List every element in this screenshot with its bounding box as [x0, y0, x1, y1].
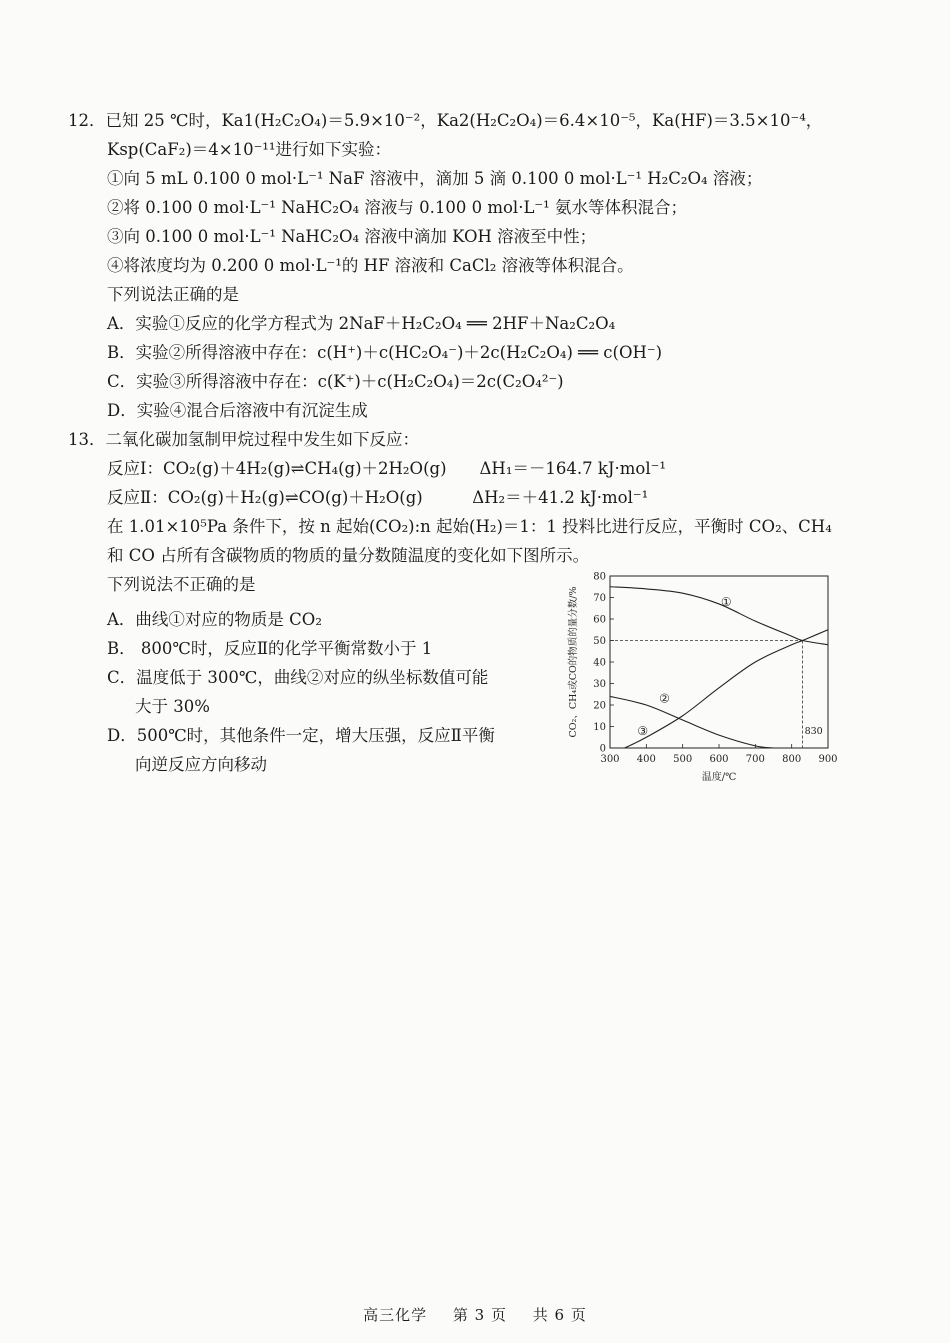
q12-experiment-2: ②将 0.100 0 mol·L⁻¹ NaHC₂O₄ 溶液与 0.100 0 mol·L⁻¹ 氨水等体积混合； — [107, 198, 687, 217]
series-label-1: ① — [720, 594, 732, 609]
q12-option-a: A．实验①反应的化学方程式为 2NaF＋H₂C₂O₄ ══ 2HF＋Na₂C₂O₄ — [107, 314, 616, 333]
q13-stem-line-1: 13．二氧化碳加氢制甲烷过程中发生如下反应： — [68, 430, 419, 449]
series-label-3: ③ — [637, 723, 649, 738]
q12-option-c: C．实验③所得溶液中存在：c(K⁺)＋c(H₂C₂O₄)＝2c(C₂O₄²⁻) — [107, 372, 564, 391]
footer-total-pages: 共 6 页 — [532, 1306, 587, 1324]
q12-option-b: B．实验②所得溶液中存在：c(H⁺)＋c(HC₂O₄⁻)＋2c(H₂C₂O₄) ══ c(OH⁻) — [107, 343, 663, 362]
footer-subject: 高三化学 — [363, 1306, 428, 1324]
y-tick-label: 60 — [593, 614, 606, 626]
q12-experiment-3: ③向 0.100 0 mol·L⁻¹ NaHC₂O₄ 溶液中滴加 KOH 溶液至中性； — [107, 227, 597, 246]
y-tick-label: 50 — [593, 636, 606, 647]
q13-reaction-2: 反应Ⅱ：CO₂(g)＋H₂(g)⇌CO(g)＋H₂O(g) ΔH₂＝＋41.2 kJ·mol⁻¹ — [107, 488, 649, 507]
x-tick-label: 500 — [673, 754, 693, 765]
q13-option-a: A．曲线①对应的物质是 CO₂ — [107, 610, 322, 629]
series-line-2 — [610, 696, 774, 748]
q12-stem-line-2: Ksp(CaF₂)＝4×10⁻¹¹进行如下实验： — [107, 140, 392, 159]
series-line-1 — [610, 587, 828, 645]
y-tick-label: 30 — [593, 679, 606, 690]
y-axis-label: CO₂、CH₄或CO的物质的量分数/% — [568, 586, 579, 738]
q13-option-d-line-1: D．500℃时，其他条件一定，增大压强，反应Ⅱ平衡 — [107, 726, 495, 745]
annotation-830: 830 — [804, 726, 823, 737]
q12-prompt: 下列说法正确的是 — [107, 285, 239, 304]
y-tick-label: 20 — [593, 700, 606, 712]
x-tick-label: 300 — [600, 754, 620, 765]
q13-stem-line-5: 和 CO 占所有含碳物质的物质的量分数随温度的变化如下图所示。 — [107, 546, 590, 565]
q13-option-d-line-2: 向逆反应方向移动 — [135, 755, 267, 774]
x-tick-label: 800 — [782, 754, 802, 765]
y-tick-label: 70 — [593, 593, 606, 604]
q13-stem-line-4: 在 1.01×10⁵Pa 条件下，按 n 起始(CO₂):n 起始(H₂)＝1：1 投料比进行反应，平衡时 CO₂、CH₄ — [107, 517, 832, 536]
q13-reaction-1: 反应Ⅰ：CO₂(g)＋4H₂(g)⇌CH₄(g)＋2H₂O(g) ΔH₁＝－164.7 kJ·mol⁻¹ — [107, 459, 666, 478]
x-tick-label: 700 — [745, 754, 765, 765]
q13-option-c-line-1: C．温度低于 300℃，曲线②对应的纵坐标数值可能 — [107, 668, 489, 687]
mole-fraction-chart — [552, 566, 852, 786]
q12-experiment-4: ④将浓度均为 0.200 0 mol·L⁻¹的 HF 溶液和 CaCl₂ 溶液等体积混合。 — [107, 256, 634, 275]
x-tick-label: 600 — [709, 754, 729, 765]
page-footer — [0, 1304, 950, 1325]
q13-option-c-line-2: 大于 30% — [135, 697, 210, 716]
q12-option-d: D．实验④混合后溶液中有沉淀生成 — [107, 401, 368, 420]
x-tick-label: 400 — [636, 754, 656, 765]
q13-option-b: B． 800℃时，反应Ⅱ的化学平衡常数小于 1 — [107, 639, 433, 658]
x-tick-label: 900 — [818, 754, 838, 765]
y-tick-label: 80 — [593, 571, 606, 583]
q13-prompt: 下列说法不正确的是 — [107, 575, 256, 594]
q12-experiment-1: ①向 5 mL 0.100 0 mol·L⁻¹ NaF 溶液中，滴加 5 滴 0.100 0 mol·L⁻¹ H₂C₂O₄ 溶液； — [107, 169, 763, 188]
x-axis-label: 温度/℃ — [701, 772, 737, 783]
plot-frame — [610, 576, 828, 748]
y-tick-label: 0 — [599, 743, 606, 755]
q12-stem-line-1: 12．已知 25 ℃时，Ka1(H₂C₂O₄)＝5.9×10⁻²，Ka2(H₂C₂O₄)＝6.4×10⁻⁵，Ka(HF)＝3.5×10⁻⁴， — [68, 111, 823, 130]
footer-page-number: 第 3 页 — [452, 1306, 507, 1324]
y-tick-label: 40 — [593, 657, 606, 669]
series-label-2: ② — [659, 691, 670, 706]
y-tick-label: 10 — [593, 722, 606, 733]
series-line-3 — [625, 630, 828, 748]
